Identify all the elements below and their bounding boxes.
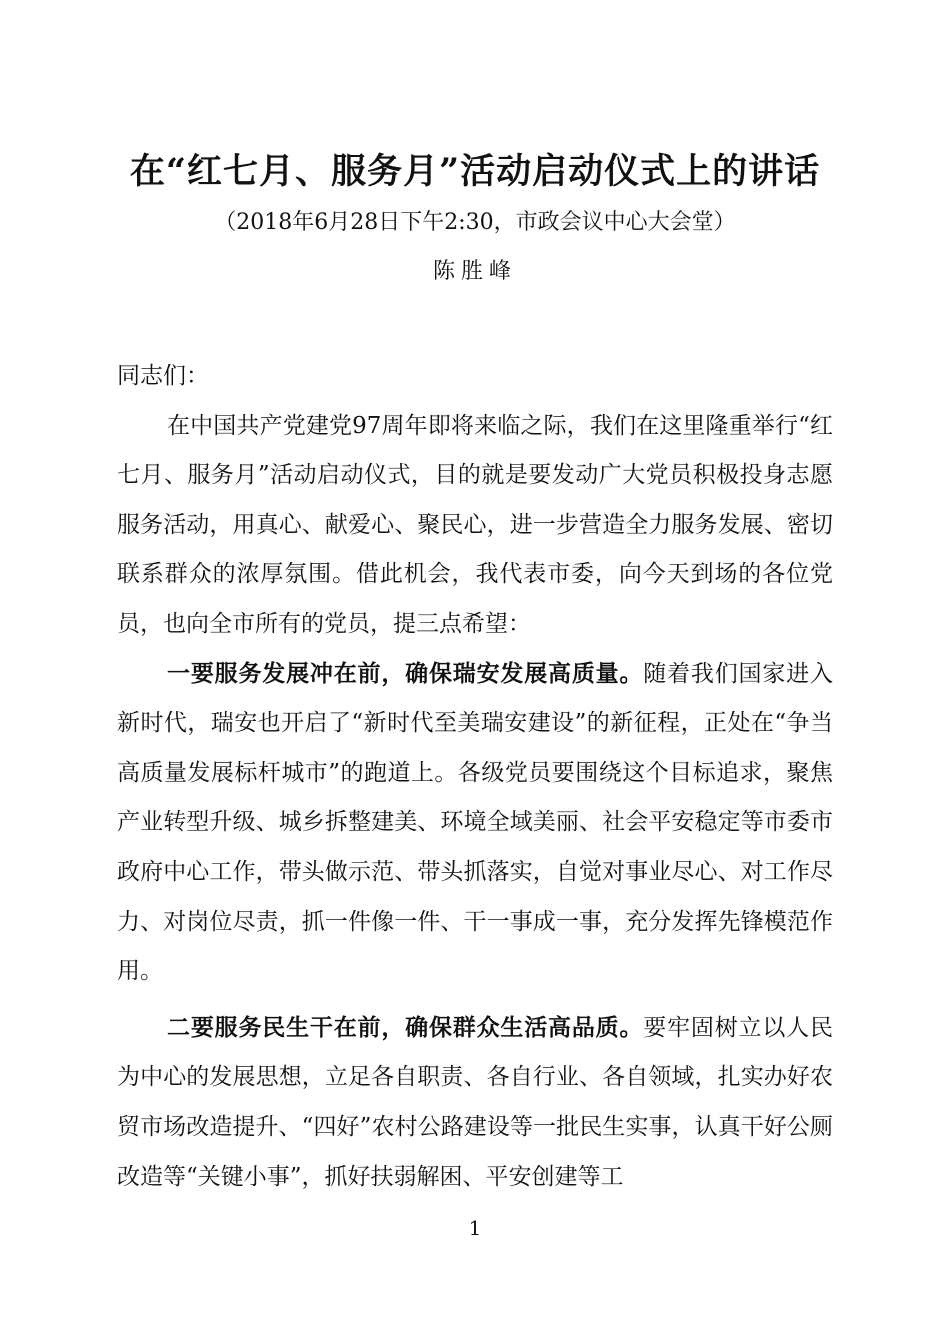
paragraph-text: 随着我们国家进入新时代，瑞安也开启了“新时代至美瑞安建设”的新征程，正处在“争当高质量发展标杆城市”的跑道上。各级党员要围绕这个目标追求，聚焦产业转型升级、城乡拆整建美、环境全域美丽、社会平安稳定等市委市政府中心工作，带头做示范、带头抓落实，自觉对事业尽心、对工作尽力、对岗位尽责，抓一件像一件、干一事成一事，充分发挥先锋模范作用。 (117, 660, 834, 985)
paragraph-text: 要牢固树立以人民为中心的发展思想，立足各自职责、各自行业、各自领域，扎实办好农贸市场改造提升、“四好”农村公路建设等一批民生实事，认真干好公厕改造等“关键小事”，抓好扶弱解困、平安创建等工 (117, 1014, 834, 1190)
paragraph-text: 在中国共产党建党97周年即将来临之际，我们在这里隆重举行“红七月、服务月”活动启动仪式，目的就是要发动广大党员积极投身志愿服务活动，用真心、献爱心、聚民心，进一步营造全力服务发展、密切联系群众的浓厚氛围。借此机会，我代表市委，向今天到场的各位党员，也向全市所有的党员，提三点希望： (117, 412, 833, 637)
paragraph-point-two (117, 1004, 833, 1202)
document-title: 在“红七月、服务月”活动启动仪式上的讲话 (129, 151, 821, 192)
paragraph-lead: 一要服务发展冲在前，确保瑞安发展高质量。 (167, 660, 644, 687)
page-number: 1 (468, 1216, 482, 1240)
paragraph-lead: 二要服务民生干在前，确保群众生活高品质。 (167, 1014, 644, 1041)
document-author: 陈胜峰 (432, 259, 517, 284)
paragraph-point-one (117, 650, 833, 997)
document-subtitle: （2018年6月28日下午2:30，市政会议中心大会堂） (214, 210, 736, 235)
paragraph-intro (117, 402, 833, 650)
document-body (117, 352, 833, 1202)
salutation: 同志们： (117, 363, 209, 389)
